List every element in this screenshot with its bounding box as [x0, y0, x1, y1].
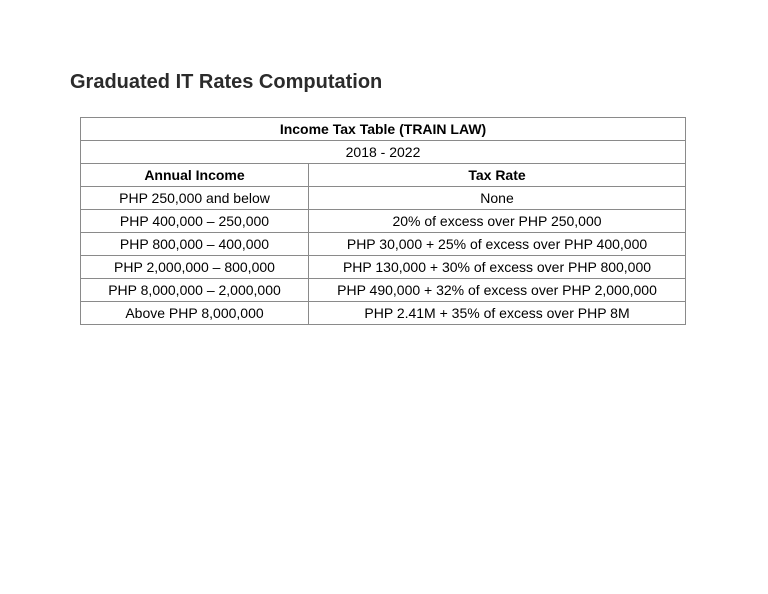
table-row: [81, 187, 686, 210]
rate-cell: 20% of excess over PHP 250,000: [309, 210, 686, 233]
column-header-annual-income: Annual Income: [81, 164, 309, 187]
column-header-tax-rate: Tax Rate: [309, 164, 686, 187]
table-row: [81, 302, 686, 325]
rate-cell: None: [309, 187, 686, 210]
table-row: [81, 279, 686, 302]
table-title-row: [81, 118, 686, 141]
income-cell: PHP 2,000,000 – 800,000: [81, 256, 309, 279]
income-cell: PHP 800,000 – 400,000: [81, 233, 309, 256]
table-row: [81, 233, 686, 256]
rate-cell: PHP 490,000 + 32% of excess over PHP 2,000,000: [309, 279, 686, 302]
income-cell: PHP 250,000 and below: [81, 187, 309, 210]
table-period: 2018 - 2022: [81, 141, 686, 164]
income-cell: Above PHP 8,000,000: [81, 302, 309, 325]
rate-cell: PHP 30,000 + 25% of excess over PHP 400,000: [309, 233, 686, 256]
income-tax-table: [80, 117, 686, 325]
table-period-row: [81, 141, 686, 164]
table-row: [81, 210, 686, 233]
table-row: [81, 256, 686, 279]
page-title: Graduated IT Rates Computation: [70, 71, 383, 93]
table-title: Income Tax Table (TRAIN LAW): [81, 118, 686, 141]
income-cell: PHP 400,000 – 250,000: [81, 210, 309, 233]
rate-cell: PHP 130,000 + 30% of excess over PHP 800,000: [309, 256, 686, 279]
rate-cell: PHP 2.41M + 35% of excess over PHP 8M: [309, 302, 686, 325]
table-header-row: [81, 164, 686, 187]
income-cell: PHP 8,000,000 – 2,000,000: [81, 279, 309, 302]
